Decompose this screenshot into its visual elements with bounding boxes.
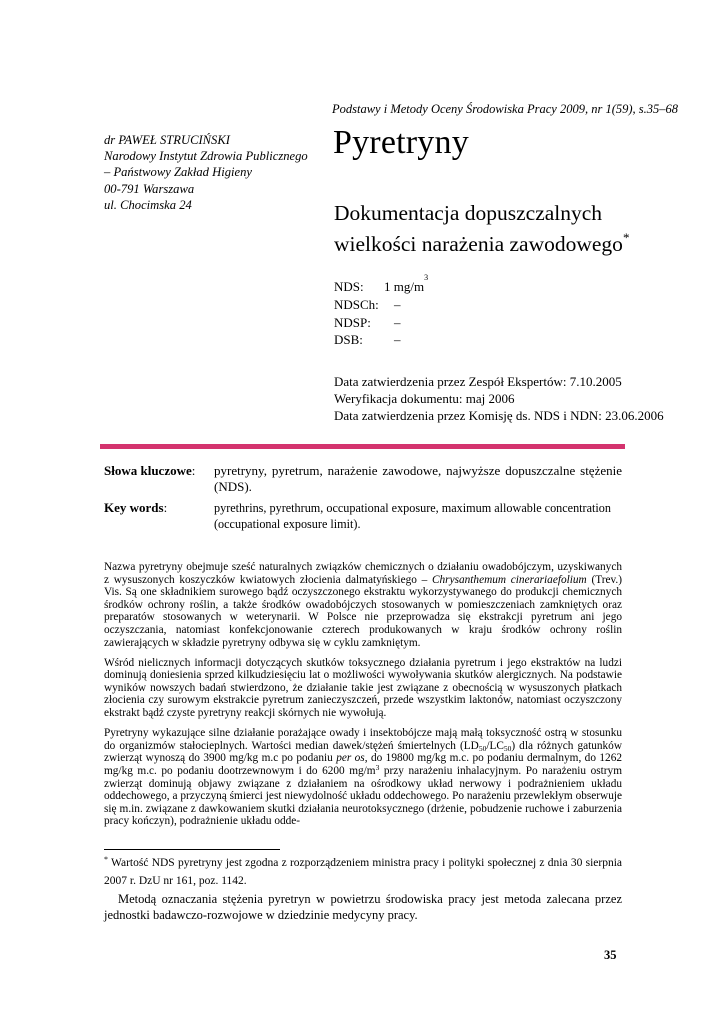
keywords-en-text: pyrethrins, pyrethrum, occupational exposure, maximum allowable concentration (occupational exposure limit). <box>214 501 611 531</box>
section-divider <box>100 444 625 449</box>
limit-nds: NDS: 1 mg/m 3 <box>334 273 429 294</box>
keywords-en-label: Key words: <box>104 500 168 515</box>
page-number: 35 <box>604 948 617 962</box>
subtitle-line-1: Dokumentacja dopuszczalnych <box>334 201 603 225</box>
date-verification: Weryfikacja dokumentu: maj 2006 <box>334 390 515 406</box>
paragraph-1: Nazwa pyretryny obejmuje sześć naturalnych związków chemicznych o działaniu owadobójczym, uzyskiwanych z wysuszonych koszyczków kwiatowych złocienia dalmatyńskiego – Chrysanthemum cinerariaefolium (Trev.) Vis. Są one składnikiem surowego bądź oczyszczonego ekstraktu wykorzystywanego do produkcji chemicznych środków ochrony roślin, a także środków owadobójczych stosowanych w pomieszczeniach zamkniętych oraz preparatów stosowanych w weterynarii. W Polsce nie przeprowadza się ekstrakcji pyretrum ani jego oczyszczania, natomiast konfekcjonowanie czterech produkowanych w kraju środków ochrony roślin zawierających w składzie pyretryny odbywa się w cyklu zamkniętym. <box>104 561 622 649</box>
footnote-divider <box>104 849 280 850</box>
paragraph-3: Pyretryny wykazujące silne działanie porażające owady i insektobójcze mają małą toksyczność ostrą w stosunku do organizmów stałocieplnych. Wartości median dawek/stężeń śmiertelnych $(LD_{50}/LC_{50})$ dla różnych gatunków zwierząt wynoszą do 3900 mg/kg m.c po podaniu per os, do 19800 mg/kg m.c. po podaniu dermalnym, do 1262 mg/kg m.c. po podaniu dootrzewnowym i do 6200 $mg/m^3$ przy narażeniu inhalacyjnym. Po narażeniu ostrym zwierząt dominują objawy związane z działaniem na ośrodkowy układ nerwowy i podrażnieniem układu oddechowego, a przyczyną śmierci jest niewydolność układu oddechowego. Po narażeniu przewlekłym obserwuje się m.in. związane z dawkowaniem skutki działania neurotoksycznego (drżenie, pobudzenie ruchowe i zaburzenia pracy kończyn), podrażnienie układu odde- <box>104 727 622 828</box>
author-street: ul. Chocimska 24 <box>104 197 192 212</box>
footnote: * Wartość NDS pyretryny jest zgodna z rozporządzeniem ministra pracy i polityki społecznej z dnia 30 sierpnia 2007 r. DzU nr 161, poz. 1142. <box>104 855 622 887</box>
journal-citation: Podstawy i Metody Oceny Środowiska Pracy 2009, nr 1(59), s.35–68 <box>332 102 679 116</box>
limit-dsb: DSB: – <box>334 332 401 348</box>
keywords-pl-text: pyretryny, pyretrum, narażenie zawodowe, najwyższe dopuszczalne stężenie (NDS). <box>214 463 622 494</box>
author-department: – Państwowy Zakład Higieny <box>104 165 252 180</box>
document-subtitle <box>334 198 629 260</box>
author-city: 00-791 Warszawa <box>104 181 195 196</box>
limit-ndsch: NDSCh: – <box>334 296 401 312</box>
document-title: Pyretryny <box>333 124 469 161</box>
abstract-body <box>104 561 622 835</box>
exposure-limits <box>334 273 429 349</box>
author-block <box>104 132 329 213</box>
paragraph-2: Wśród nielicznych informacji dotyczących skutków toksycznego działania pyretrum i jego ekstraktów na ludzi dominują doniesienia sprzed kilkudziesięciu lat o możliwości wywoływania skutków alergicznych. Na podstawie wyników nowszych badań stwierdzono, że działanie takie jest związane z obecnością w wysuszonych płatkach złocienia czy surowym ekstrakcie pyretrum zanieczyszczeń, przede wszystkim laktonów, natomiast oczyszczony ekstrakt bądź czyste pyretryny reakcji skórnych nie wywołują. <box>104 656 622 720</box>
author-institution: Narodowy Instytut Zdrowia Publicznego <box>104 149 308 164</box>
subtitle-line-2: wielkości narażenia zawodowego* <box>334 230 630 256</box>
keywords-pl-label: Słowa kluczowe: <box>104 463 196 478</box>
limit-ndsp: NDSP: – <box>334 314 401 330</box>
date-experts: Data zatwierdzenia przez Zespół Ekspertów: 7.10.2005 <box>334 374 622 389</box>
footnote-marker: * <box>622 230 630 245</box>
author-name: dr PAWEŁ STRUCIŃSKI <box>104 133 230 147</box>
method-note: Metodą oznaczania stężenia pyretryn w powietrzu środowiska pracy jest metoda zalecana przez jednostki badawczo-rozwojowe w dziedzinie medycyny pracy. <box>104 892 622 922</box>
approval-dates <box>334 374 664 424</box>
date-commission: Data zatwierdzenia przez Komisję ds. NDS i NDN: 23.06.2006 <box>334 407 664 423</box>
